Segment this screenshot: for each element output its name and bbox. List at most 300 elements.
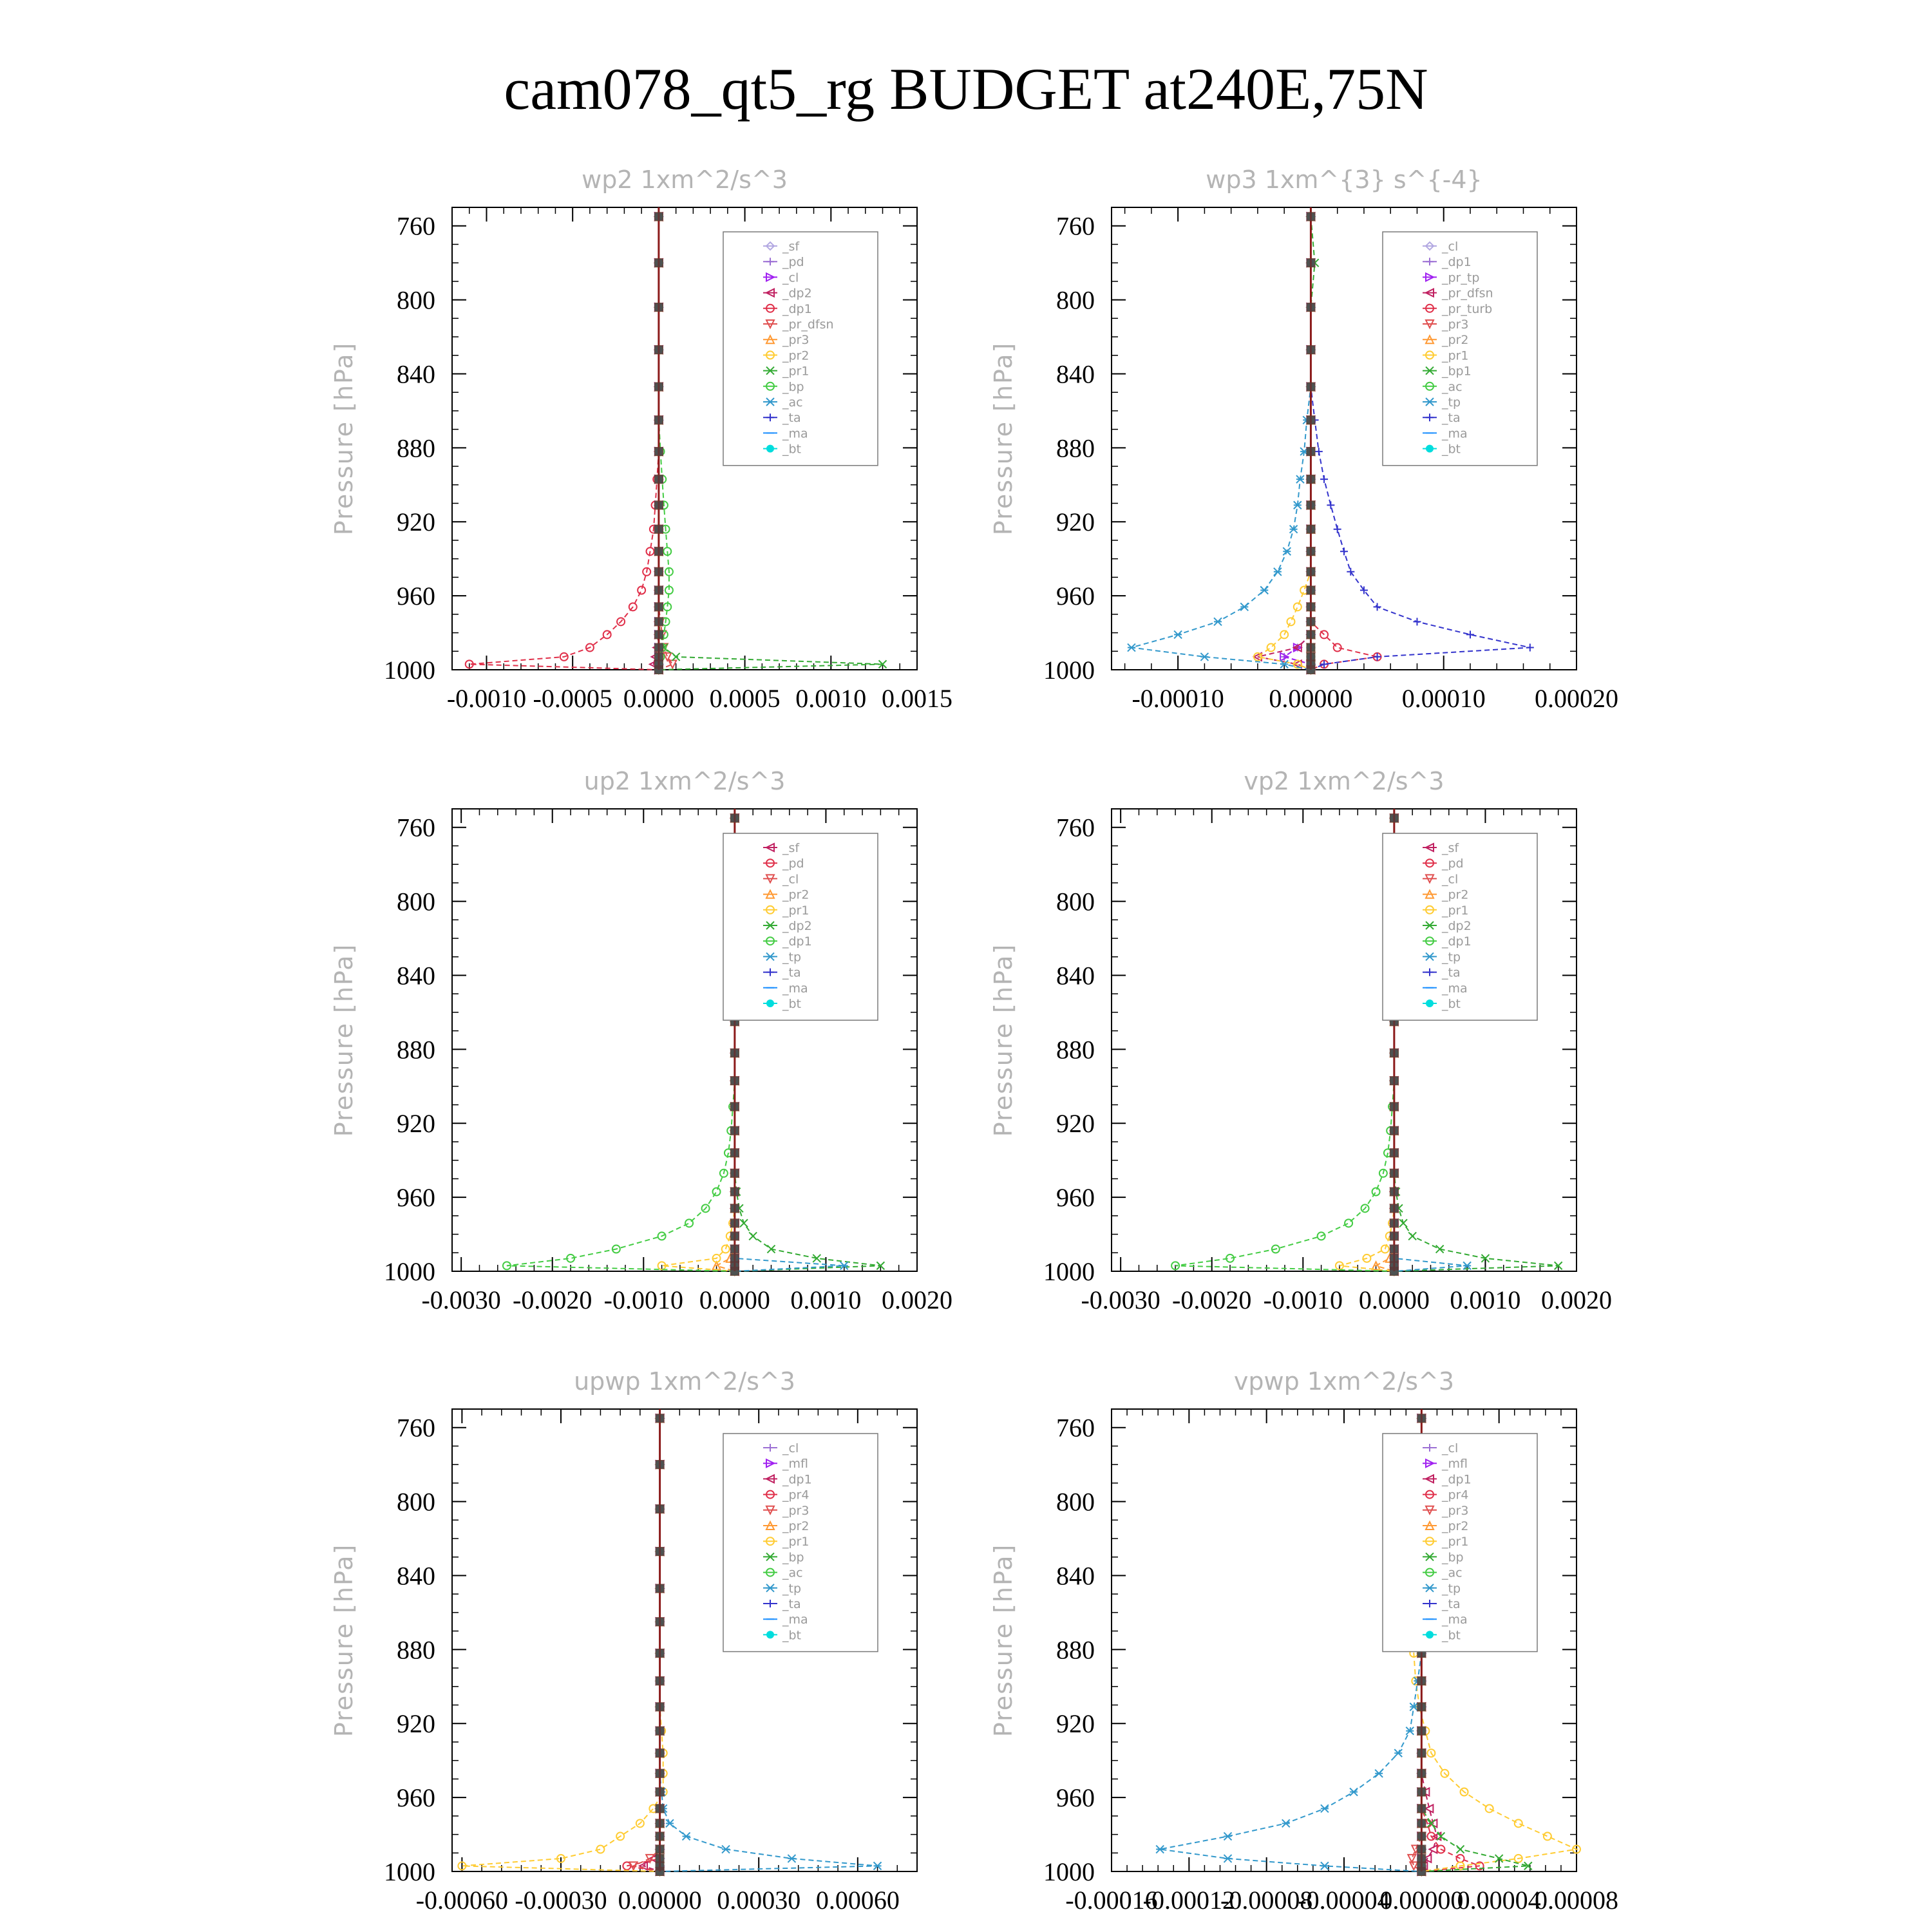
legend	[723, 833, 878, 1020]
data-point	[1399, 1219, 1407, 1227]
legend-label: _ac	[782, 395, 803, 410]
legend-label: _ma	[1442, 1613, 1468, 1627]
x-tick-label: 0.0010	[790, 1285, 862, 1314]
data-point	[1267, 644, 1275, 652]
stacked-marker	[656, 1617, 665, 1626]
series-line	[462, 1418, 663, 1871]
y-tick-label: 760	[397, 211, 435, 241]
legend-label: _ac	[1442, 1566, 1463, 1580]
y-tick-label: 920	[397, 507, 435, 537]
legend-marker	[766, 1631, 774, 1638]
series-line	[659, 216, 669, 670]
legend-label: _ma	[1442, 981, 1468, 996]
stacked-marker	[1390, 813, 1399, 822]
y-axis-label: Pressure [hPa]	[330, 1543, 358, 1738]
y-tick-label: 960	[397, 1783, 435, 1813]
stacked-marker	[730, 1048, 739, 1057]
legend-label: _ta	[782, 411, 801, 426]
legend-label: _sf	[1442, 841, 1459, 855]
legend-label: _ta	[1442, 411, 1461, 426]
data-point	[668, 660, 676, 668]
legend-label: _bt	[1442, 1628, 1461, 1643]
x-tick-label: 0.00010	[1401, 684, 1486, 713]
stacked-marker	[1306, 258, 1315, 267]
stacked-marker	[656, 1769, 665, 1778]
data-point	[1294, 603, 1302, 611]
y-tick-label: 960	[1056, 582, 1095, 611]
legend-marker	[1426, 1631, 1434, 1638]
data-point	[672, 653, 680, 661]
x-tick-label: 0.0000	[623, 684, 694, 713]
x-tick-label: 0.00020	[1535, 684, 1618, 713]
legend-label: _mfl	[782, 1457, 808, 1472]
legend-label: _ta	[1442, 965, 1461, 980]
y-tick-label: 880	[397, 1635, 435, 1665]
stacked-marker	[654, 258, 663, 267]
series-line	[1284, 216, 1311, 670]
legend-label: _cl	[782, 1441, 799, 1455]
data-point	[1375, 1770, 1383, 1777]
legend-label: _pr2	[1442, 1519, 1469, 1533]
y-axis-label: Pressure [hPa]	[989, 1543, 1018, 1738]
y-tick-label: 880	[1056, 1635, 1095, 1665]
stacked-marker	[1390, 1204, 1399, 1213]
stacked-marker	[1306, 547, 1315, 556]
stacked-marker	[654, 602, 663, 611]
legend-label: _ma	[782, 981, 808, 996]
legend-label: _tp	[1442, 1581, 1461, 1596]
data-point	[666, 1819, 674, 1827]
stacked-marker	[656, 1845, 665, 1854]
legend-label: _cl	[782, 270, 799, 285]
panel-5	[330, 1367, 917, 1915]
data-point	[749, 1232, 757, 1240]
legend-label: _bp	[782, 1550, 804, 1565]
y-tick-label: 920	[1056, 1109, 1095, 1139]
stacked-marker	[1417, 1819, 1426, 1828]
x-tick-label: -0.00004	[1298, 1886, 1390, 1915]
legend-label: _pr1	[782, 364, 810, 379]
panel-title: wp2 1xm^2/s^3	[582, 166, 788, 194]
legend-label: _tp	[782, 950, 802, 965]
data-point	[1544, 1832, 1551, 1840]
legend-label: _pr1	[782, 1535, 810, 1549]
panel-1	[330, 166, 952, 713]
stacked-marker	[1390, 1102, 1399, 1111]
data-point	[1282, 1819, 1290, 1827]
stacked-marker	[1306, 665, 1315, 674]
legend-label: _pr_tp	[1442, 270, 1480, 285]
legend	[1383, 1434, 1537, 1652]
series-tp	[1128, 213, 1314, 674]
y-tick-label: 760	[1056, 211, 1095, 241]
stacked-marker	[654, 525, 663, 534]
stacked-marker	[654, 447, 663, 456]
y-tick-label: 920	[1056, 1709, 1095, 1739]
x-tick-label: 0.0020	[882, 1285, 952, 1314]
legend-label: _bt	[1442, 442, 1461, 457]
data-point	[638, 587, 645, 594]
x-tick-label: 0.0020	[1541, 1285, 1612, 1314]
legend-label: _ta	[782, 1597, 801, 1611]
series-pr_dfsn	[1254, 213, 1315, 674]
series-dp1	[503, 814, 739, 1275]
stacked-marker	[1306, 630, 1315, 639]
x-tick-label: -0.0020	[513, 1285, 592, 1314]
series-line	[469, 216, 659, 670]
y-tick-label: 760	[1056, 813, 1095, 842]
data-point	[1466, 630, 1474, 638]
stacked-marker	[1306, 617, 1315, 626]
data-point	[1408, 1232, 1416, 1240]
stacked-marker	[1390, 1267, 1399, 1276]
x-tick-label: 0.0000	[1358, 1285, 1430, 1314]
x-tick-label: 0.0015	[882, 684, 952, 713]
y-tick-label: 880	[1056, 1035, 1095, 1065]
legend-label: _sf	[782, 240, 800, 254]
y-axis-label: Pressure [hPa]	[330, 943, 358, 1137]
stacked-marker	[656, 1748, 665, 1757]
stacked-marker	[730, 1231, 739, 1240]
legend-label: _cl	[1442, 872, 1459, 887]
stacked-marker	[1306, 415, 1315, 424]
data-point	[1394, 1749, 1402, 1757]
data-point	[788, 1855, 795, 1862]
legend-label: _pr1	[782, 903, 810, 918]
stacked-marker	[730, 813, 739, 822]
stacked-marker	[656, 1804, 665, 1813]
stacked-marker	[654, 345, 663, 354]
stacked-marker	[654, 567, 663, 576]
legend-label: _pr1	[1442, 1535, 1469, 1549]
legend-label: _dp2	[1442, 919, 1472, 933]
legend-label: _dp1	[1442, 1472, 1472, 1487]
stacked-marker	[730, 1218, 739, 1227]
x-tick-label: -0.00012	[1142, 1886, 1235, 1915]
data-point	[1200, 653, 1208, 661]
legend-label: _bp1	[1442, 364, 1472, 379]
data-point	[1321, 1804, 1329, 1812]
stacked-marker	[656, 1547, 665, 1556]
legend-label: _cl	[1442, 1441, 1459, 1455]
y-tick-label: 840	[397, 359, 435, 389]
data-point	[683, 1832, 690, 1840]
x-tick-label: -0.0005	[533, 684, 612, 713]
y-tick-label: 800	[397, 1487, 435, 1517]
series-pr1	[1254, 213, 1315, 674]
data-point	[1315, 448, 1323, 455]
stacked-marker	[654, 630, 663, 639]
stacked-marker	[656, 1788, 665, 1797]
stacked-marker	[730, 1267, 739, 1276]
legend-label: _pr3	[782, 1503, 810, 1518]
y-tick-label: 880	[1056, 433, 1095, 463]
data-point	[740, 1219, 748, 1227]
stacked-marker	[1390, 1245, 1399, 1254]
stacked-marker	[656, 1727, 665, 1736]
x-tick-label: 0.00060	[815, 1886, 900, 1915]
x-tick-label: -0.0030	[421, 1285, 501, 1314]
legend-label: _pr2	[1442, 887, 1469, 902]
stacked-marker	[1417, 1748, 1426, 1757]
stacked-marker	[1306, 303, 1315, 312]
legend-label: _pr_dfsn	[782, 317, 834, 332]
y-tick-label: 960	[397, 582, 435, 611]
legend-label: _bp	[1442, 1550, 1464, 1565]
y-tick-label: 840	[397, 1561, 435, 1591]
legend-label: _pr_turb	[1442, 301, 1493, 316]
data-point	[1320, 475, 1328, 483]
x-tick-label: -0.0010	[603, 1285, 683, 1314]
y-tick-label: 800	[397, 887, 435, 916]
stacked-marker	[654, 383, 663, 392]
legend-label: _pr2	[782, 1519, 810, 1533]
stacked-marker	[1417, 1676, 1426, 1685]
legend-label: _pd	[1442, 857, 1464, 871]
stacked-marker	[654, 303, 663, 312]
stacked-marker	[654, 415, 663, 424]
legend-label: _bt	[782, 442, 802, 457]
panel-2	[989, 166, 1618, 713]
x-tick-label: -0.0020	[1172, 1285, 1252, 1314]
legend	[723, 232, 878, 466]
stacked-marker	[654, 665, 663, 674]
series-line	[1175, 818, 1394, 1271]
stacked-marker	[654, 617, 663, 626]
y-tick-label: 1000	[1043, 656, 1095, 685]
series-line	[659, 216, 672, 670]
data-point	[722, 1846, 730, 1853]
data-point	[1340, 547, 1348, 555]
legend-label: _pr3	[1442, 317, 1469, 332]
stacked-marker	[656, 1504, 665, 1513]
x-tick-label: -0.0010	[446, 684, 527, 713]
legend-label: _pr2	[782, 348, 810, 363]
stacked-marker	[654, 212, 663, 221]
panel-3	[330, 767, 952, 1314]
stacked-marker	[730, 1126, 739, 1135]
y-tick-label: 840	[1056, 961, 1095, 990]
x-tick-label: 0.00000	[1379, 1886, 1464, 1915]
legend-label: _dp1	[782, 301, 812, 316]
data-point	[1374, 603, 1381, 611]
data-point	[1240, 603, 1248, 611]
y-tick-label: 880	[397, 433, 435, 463]
stacked-marker	[656, 1460, 665, 1469]
panel-6	[989, 1367, 1618, 1915]
stacked-marker	[1390, 1231, 1399, 1240]
stacked-marker	[1306, 447, 1315, 456]
x-tick-label: -0.00010	[1132, 684, 1224, 713]
stacked-marker	[730, 1076, 739, 1085]
panel-title: vp2 1xm^2/s^3	[1244, 767, 1444, 795]
data-point	[1408, 1855, 1416, 1862]
series-line	[507, 818, 735, 1271]
legend-label: _bt	[782, 1628, 802, 1643]
data-point	[1214, 618, 1222, 625]
data-point	[1429, 1846, 1437, 1853]
stacked-marker	[1417, 1727, 1426, 1736]
x-tick-label: 0.00008	[1535, 1886, 1618, 1915]
legend-label: _ac	[782, 1566, 803, 1580]
stacked-marker	[1390, 1148, 1399, 1157]
stacked-marker	[1417, 1414, 1426, 1423]
y-tick-label: 960	[1056, 1183, 1095, 1213]
data-point	[685, 1219, 693, 1227]
series-line	[1258, 216, 1311, 670]
series-pr1	[458, 1414, 667, 1875]
x-tick-label: -0.00016	[1065, 1886, 1158, 1915]
stacked-marker	[656, 1832, 665, 1841]
x-tick-label: -0.0010	[1263, 1285, 1343, 1314]
y-axis-label: Pressure [hPa]	[330, 341, 358, 536]
stacked-marker	[1390, 1126, 1399, 1135]
legend-label: _ta	[1442, 1597, 1461, 1611]
y-tick-label: 960	[1056, 1783, 1095, 1813]
data-point	[1274, 568, 1282, 576]
x-tick-label: 0.0010	[1450, 1285, 1521, 1314]
stacked-marker	[1390, 1218, 1399, 1227]
stacked-marker	[1417, 1769, 1426, 1778]
x-tick-label: 0.0010	[795, 684, 867, 713]
legend	[723, 1434, 878, 1652]
legend	[1383, 833, 1537, 1020]
legend-label: _bt	[782, 997, 802, 1011]
series-dp1	[1171, 814, 1398, 1275]
stacked-marker	[656, 1676, 665, 1685]
x-tick-label: -0.00030	[515, 1886, 607, 1915]
stacked-marker	[1390, 1076, 1399, 1085]
x-tick-label: 0.00030	[717, 1886, 801, 1915]
data-point	[1345, 1219, 1352, 1227]
panel-title: vpwp 1xm^2/s^3	[1233, 1367, 1455, 1396]
legend-label: _bp	[782, 379, 804, 394]
stacked-marker	[1306, 212, 1315, 221]
stacked-marker	[656, 1414, 665, 1423]
x-tick-label: -0.00060	[415, 1886, 509, 1915]
legend-label: _pr_dfsn	[1442, 286, 1493, 301]
panel-title: wp3 1xm^{3} s^{-4}	[1206, 166, 1482, 194]
legend-label: _tp	[1442, 950, 1461, 965]
page-title: cam078_qt5_rg BUDGET at240E,75N	[504, 56, 1428, 122]
legend-marker	[766, 999, 774, 1007]
legend	[1383, 232, 1537, 466]
data-point	[1515, 1819, 1522, 1827]
y-tick-label: 920	[1056, 507, 1095, 537]
legend-label: _tp	[782, 1581, 802, 1596]
legend-label: _pd	[782, 857, 804, 871]
legend-label: _ma	[782, 1613, 808, 1627]
legend-label: _pr3	[1442, 1503, 1469, 1518]
data-point	[1283, 547, 1291, 555]
legend-label: _dp2	[782, 286, 812, 301]
stacked-marker	[1390, 1188, 1399, 1197]
x-tick-label: 0.00004	[1457, 1886, 1541, 1915]
data-point	[1224, 1832, 1232, 1840]
stacked-marker	[1417, 1832, 1426, 1841]
legend-label: _cl	[782, 872, 799, 887]
stacked-marker	[656, 1702, 665, 1711]
y-tick-label: 840	[1056, 1561, 1095, 1591]
legend-label: _dp1	[1442, 934, 1472, 949]
data-point	[1224, 1855, 1232, 1862]
stacked-marker	[1306, 525, 1315, 534]
data-point	[1156, 1846, 1164, 1853]
legend-label: _sf	[782, 841, 800, 855]
data-point	[1350, 1788, 1358, 1796]
legend-label: _ma	[782, 426, 808, 441]
y-tick-label: 840	[397, 961, 435, 990]
y-axis-label: Pressure [hPa]	[989, 341, 1018, 536]
data-point	[1457, 1846, 1464, 1853]
panel-title: up2 1xm^2/s^3	[583, 767, 786, 795]
y-tick-label: 960	[397, 1183, 435, 1213]
legend-label: _cl	[1442, 240, 1459, 254]
legend-label: _pr4	[782, 1488, 810, 1502]
data-point	[713, 1188, 721, 1196]
stacked-marker	[656, 1867, 665, 1876]
y-tick-label: 1000	[384, 656, 435, 685]
y-tick-label: 760	[1056, 1413, 1095, 1443]
y-tick-label: 800	[1056, 887, 1095, 916]
legend-label: _mfl	[1442, 1457, 1468, 1472]
stacked-marker	[654, 547, 663, 556]
x-tick-label: 0.0005	[709, 684, 781, 713]
stacked-marker	[1417, 1702, 1426, 1711]
legend-marker	[1426, 445, 1434, 453]
y-tick-label: 800	[1056, 285, 1095, 315]
y-tick-label: 760	[397, 813, 435, 842]
legend-label: _ac	[1442, 379, 1463, 394]
y-tick-label: 760	[397, 1413, 435, 1443]
stacked-marker	[730, 1102, 739, 1111]
x-tick-label: -0.00008	[1220, 1886, 1313, 1915]
data-point	[1526, 644, 1534, 652]
legend-label: _dp2	[782, 919, 812, 933]
data-point	[1413, 618, 1421, 625]
y-tick-label: 920	[397, 1109, 435, 1139]
y-tick-label: 800	[1056, 1487, 1095, 1517]
stacked-marker	[730, 1204, 739, 1213]
stacked-marker	[1417, 1804, 1426, 1813]
data-point	[1334, 526, 1341, 533]
stacked-marker	[730, 1148, 739, 1157]
stacked-marker	[1417, 1788, 1426, 1797]
y-tick-label: 840	[1056, 359, 1095, 389]
panel-title: upwp 1xm^2/s^3	[574, 1367, 795, 1396]
x-tick-label: -0.0030	[1081, 1285, 1160, 1314]
y-tick-label: 880	[397, 1035, 435, 1065]
stacked-marker	[656, 1584, 665, 1593]
legend-marker	[1426, 999, 1434, 1007]
stacked-marker	[1390, 1169, 1399, 1178]
stacked-marker	[1306, 643, 1315, 652]
stacked-marker	[730, 1245, 739, 1254]
data-point	[1321, 1862, 1329, 1870]
series-line	[1284, 216, 1311, 670]
series-line	[643, 1418, 660, 1871]
legend-label: _pr3	[782, 333, 810, 348]
legend-label: _dp1	[782, 934, 812, 949]
data-point	[1486, 1804, 1493, 1812]
y-tick-label: 1000	[1043, 1257, 1095, 1286]
legend-label: _tp	[1442, 395, 1461, 410]
panel-4	[989, 767, 1612, 1314]
stacked-marker	[1417, 1867, 1426, 1876]
y-tick-label: 1000	[384, 1857, 435, 1886]
legend-label: _pr4	[1442, 1488, 1469, 1502]
data-point	[1260, 587, 1268, 594]
